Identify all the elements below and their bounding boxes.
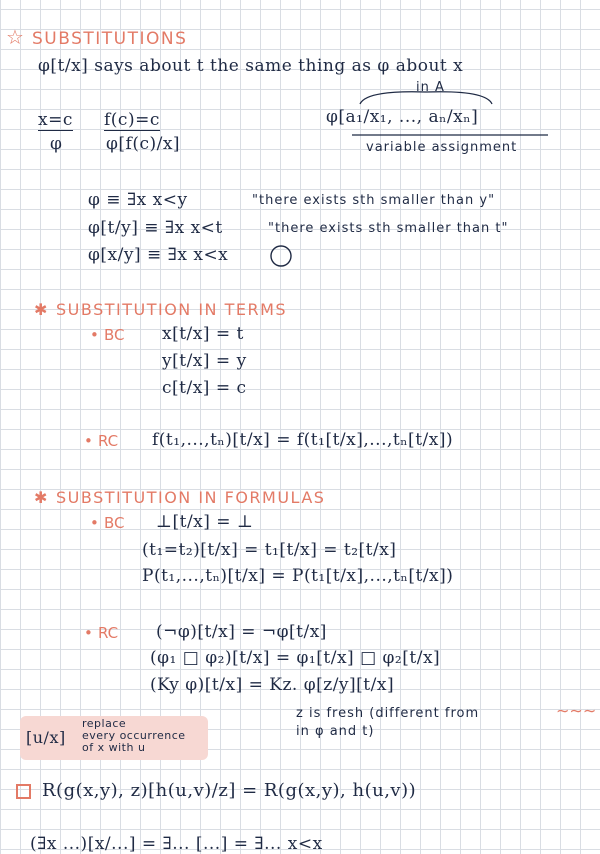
formulas-rc-3: (Ky φ)[t/x] = Kz. φ[z/y][t/x] xyxy=(150,675,395,695)
example-fc-sub: φ[f(c)/x] xyxy=(106,134,181,154)
example-comment-2: "there exists sth smaller than t" xyxy=(268,221,509,236)
terms-rc-bullet: • xyxy=(84,432,93,450)
example-formula-3: φ[x/y] ≡ ∃x x<x xyxy=(88,245,229,265)
formulas-rc-1: (¬φ)[t/x] = ¬φ[t/x] xyxy=(156,622,327,642)
terms-heading: SUBSTITUTION IN TERMS xyxy=(56,300,288,319)
formulas-heading: SUBSTITUTION IN FORMULAS xyxy=(56,488,326,507)
fresh-note-2: in φ and t) xyxy=(296,724,375,739)
example-phi: φ xyxy=(50,134,63,154)
in-a-label: in A xyxy=(416,80,445,95)
checkbox[interactable] xyxy=(16,784,31,799)
circle-mark xyxy=(268,244,294,268)
formulas-bc-2: (t₁=t₂)[t/x] = t₁[t/x] = t₂[t/x] xyxy=(142,540,397,560)
formulas-rc-label: RC xyxy=(98,624,119,642)
terms-rc-label: RC xyxy=(98,432,119,450)
replace-note-line-2: every occurrence xyxy=(82,729,186,742)
fresh-note-1: z is fresh (different from xyxy=(296,706,480,721)
squiggle-mark: ∼∼∼ xyxy=(556,701,597,720)
terms-bc-label: BC xyxy=(104,326,125,344)
brace-under xyxy=(350,130,550,140)
intro-text: φ[t/x] says about t the same thing as φ about x xyxy=(38,56,464,76)
terms-bc-3: c[t/x] = c xyxy=(162,378,247,398)
terms-bc-2: y[t/x] = y xyxy=(162,351,247,371)
formulas-bc-bullet: • xyxy=(90,514,99,532)
formulas-bc-1: ⊥[t/x] = ⊥ xyxy=(156,512,254,532)
terms-heading-star: ✱ xyxy=(34,300,49,319)
checkbox-formula: R(g(x,y), z)[h(u,v)/z] = R(g(x,y), h(u,v)) xyxy=(42,780,417,801)
formulas-heading-star: ✱ xyxy=(34,488,49,507)
bottom-cut-formula: (∃x ...)[x/...] = ∃... [...] = ∃... x<x xyxy=(30,834,323,854)
example-formula-1: φ ≡ ∃x x<y xyxy=(88,190,188,210)
terms-rc-formula: f(t₁,...,tₙ)[t/x] = f(t₁[t/x],...,tₙ[t/x]) xyxy=(152,430,454,450)
replace-note-line-1: replace xyxy=(82,717,127,730)
example-x-eq-c: x=c xyxy=(38,110,73,130)
replace-symbol: [u/x] xyxy=(26,728,66,747)
example-comment-1: "there exists sth smaller than y" xyxy=(252,193,496,208)
formulas-bc-label: BC xyxy=(104,514,125,532)
terms-bc-1: x[t/x] = t xyxy=(162,324,244,344)
page-title: SUBSTITUTIONS xyxy=(32,29,188,49)
formulas-bc-3: P(t₁,...,tₙ)[t/x] = P(t₁[t/x],...,tₙ[t/x]) xyxy=(142,566,454,586)
formulas-rc-2: (φ₁ □ φ₂)[t/x] = φ₁[t/x] □ φ₂[t/x] xyxy=(150,648,441,668)
assignment-formula: φ[a₁/x₁, ..., aₙ/xₙ] xyxy=(326,107,479,127)
replace-note-line-3: of x with u xyxy=(82,741,146,754)
example-formula-2: φ[t/y] ≡ ∃x x<t xyxy=(88,218,223,238)
formulas-rc-bullet: • xyxy=(84,624,93,642)
assignment-label: variable assignment xyxy=(366,140,518,155)
terms-bc-bullet: • xyxy=(90,326,99,344)
example-fc: f(c)=c xyxy=(104,110,160,130)
replace-note xyxy=(82,718,186,754)
star-icon: ☆ xyxy=(6,25,24,49)
brace-over xyxy=(356,86,496,106)
